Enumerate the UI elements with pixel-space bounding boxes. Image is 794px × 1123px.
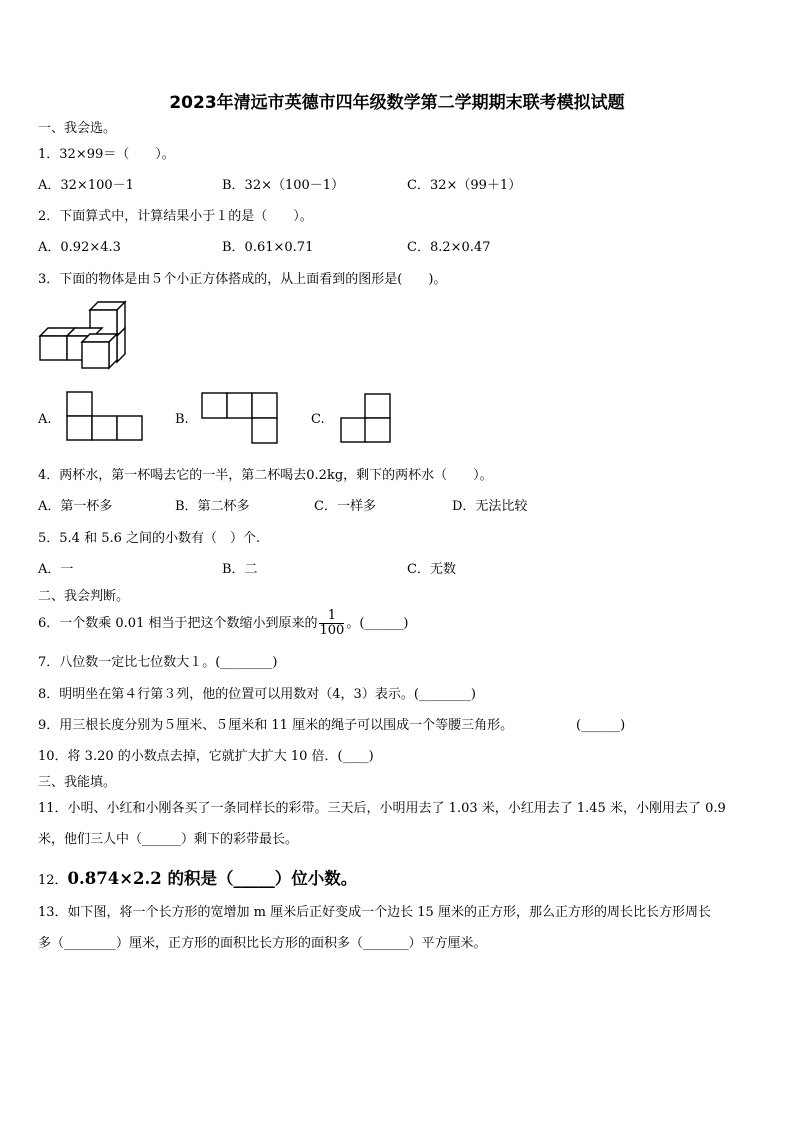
q3-option-b-label: B. bbox=[175, 412, 189, 427]
q4-option-c: C．一样多 bbox=[314, 499, 376, 514]
question-12 bbox=[38, 869, 357, 889]
question-13-line-1: 13．如下图，将一个长方形的宽增加 m 厘米后正好变成一个边长 15 厘米的正方形，那么正方形的周长比长方形周长 bbox=[38, 905, 711, 920]
question-7: 7．八位数一定比七位数大１。(________) bbox=[38, 655, 278, 670]
question-5: 5．5.4 和 5.6 之间的小数有（ ）个. bbox=[38, 531, 261, 546]
question-8: 8．明明坐在第４行第３列，他的位置可以用数对（4，3）表示。(________) bbox=[38, 687, 476, 702]
q12-number: 12． bbox=[38, 873, 68, 888]
section-heading-fill: 三、我能填。 bbox=[38, 775, 117, 790]
question-13-line-2: 多（________）厘米，正方形的面积比长方形的面积多（_______）平方厘米。 bbox=[38, 936, 487, 951]
q1-option-a: A．32×100－1 bbox=[38, 178, 134, 193]
q12-text: 0.874×2.2 的积是（_____）位小数。 bbox=[67, 869, 358, 888]
q4-option-d: D．无法比较 bbox=[452, 499, 528, 514]
question-2: 2．下面算式中，计算结果小于１的是（ ）。 bbox=[38, 209, 313, 224]
question-6 bbox=[38, 609, 408, 638]
question-4: 4．两杯水，第一杯喝去它的一半，第二杯喝去0.2kg，剩下的两杯水（ ）。 bbox=[38, 468, 493, 483]
q3-option-b-figure bbox=[201, 392, 277, 444]
q5-option-a: A．一 bbox=[38, 562, 74, 577]
q3-option-c-label: C. bbox=[311, 412, 325, 427]
fraction-numerator: 1 bbox=[319, 609, 344, 624]
q4-option-b: B．第二杯多 bbox=[175, 499, 250, 514]
section-heading-choice: 一、我会选。 bbox=[38, 121, 117, 136]
q2-option-a: A．0.92×4.3 bbox=[38, 240, 121, 255]
question-10: 10．将 3.20 的小数点去掉，它就扩大扩大 10 倍．(____) bbox=[38, 749, 374, 764]
q6-text-after: 。(______) bbox=[346, 616, 409, 631]
q2-option-c: C．8.2×0.47 bbox=[407, 240, 491, 255]
q6-text-before: 6．一个数乘 0.01 相当于把这个数缩小到原来的 bbox=[38, 616, 318, 631]
page-title: 2023年清远市英德市四年级数学第二学期期末联考模拟试题 bbox=[169, 93, 625, 113]
cube-figure bbox=[38, 298, 130, 362]
q1-option-b: B．32×（100－1） bbox=[222, 178, 345, 193]
q2-option-b: B．0.61×0.71 bbox=[222, 240, 314, 255]
question-11-line-1: 11．小明、小红和小刚各买了一条同样长的彩带。三天后，小明用去了 1.03 米，小红用去了 1.45 米，小刚用去了 0.9 bbox=[38, 801, 726, 816]
q5-option-c: C．无数 bbox=[407, 562, 456, 577]
fraction-denominator: 100 bbox=[319, 623, 345, 638]
question-3: 3．下面的物体是由５个小正方体搭成的，从上面看到的图形是( )。 bbox=[38, 272, 447, 287]
section-heading-judge: 二、我会判断。 bbox=[38, 589, 130, 604]
q3-option-a-label: A. bbox=[38, 412, 52, 427]
fraction-1-100 bbox=[319, 609, 344, 638]
q1-option-c: C．32×（99＋1） bbox=[407, 178, 522, 193]
q3-option-a-figure bbox=[66, 391, 142, 441]
q5-option-b: B．二 bbox=[222, 562, 258, 577]
question-1: 1．32×99＝（ ）。 bbox=[38, 147, 175, 162]
question-9: 9．用三根长度分别为５厘米、５厘米和 11 厘米的绳子可以围成一个等腰三角形。 bbox=[38, 718, 514, 733]
question-11-line-2: 米，他们三人中（______）剩下的彩带最长。 bbox=[38, 832, 299, 847]
q9-answer-blank: (______) bbox=[576, 718, 626, 733]
q3-option-c-figure bbox=[340, 393, 392, 443]
q4-option-a: A．第一杯多 bbox=[38, 499, 113, 514]
